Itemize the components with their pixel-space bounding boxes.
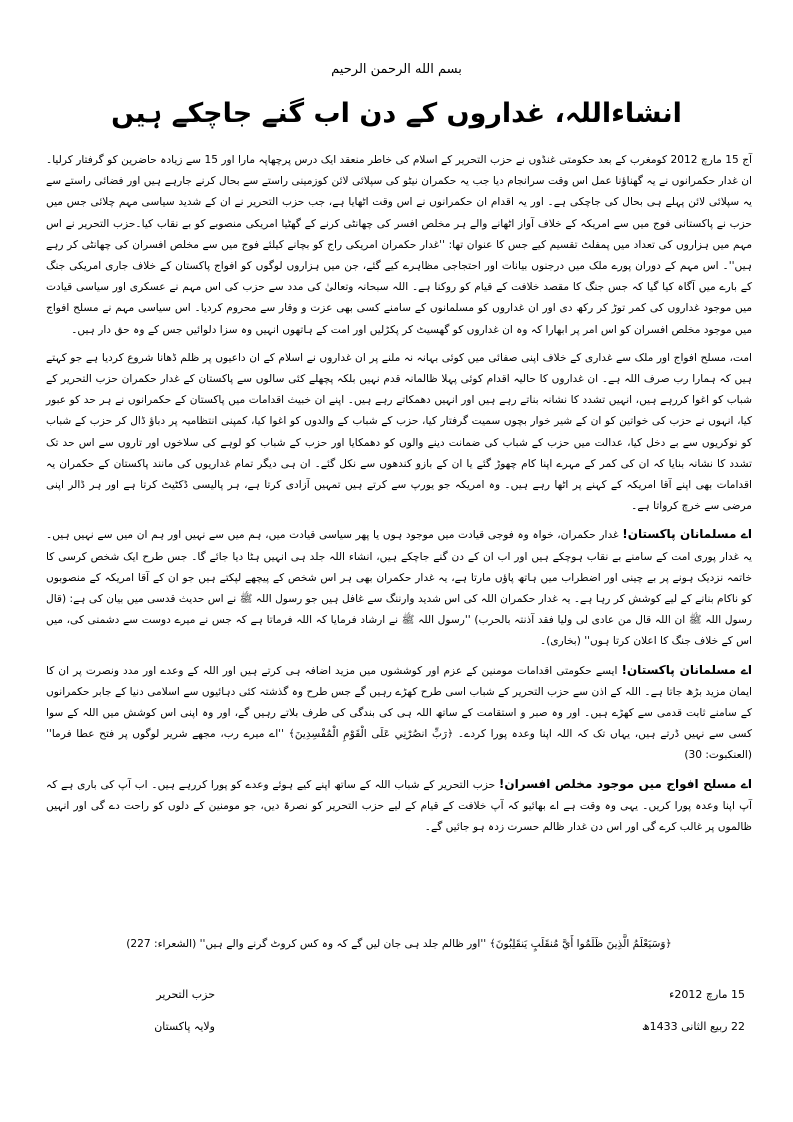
paragraph-1 xyxy=(46,150,752,341)
paragraph-2 xyxy=(46,348,752,518)
paragraph-text: امت، مسلح افواج اور ملک سے غداری کے خلاف اپنی صفائی میں کوئی بہانہ نہ ملنے پر ان غداروں نے اسلام کے ان داعیوں پر ظلم ڈھانا شروع کردیا ہے جو کہتے ہیں کہ ہمارا رب صرف اللہ ہے۔ ان غداروں کا حالیہ اقدام کوئی پہلا ظالمانہ قدم نہیں بلکہ پچھلے کئی سالوں سے پاکستان کے غدار حکمران حزب التحریر کے شباب کو اغوا کررہے ہیں، انہیں تشدد کا نشانہ بناتے رہے ہیں اور انہیں دھمکاتے رہے ہیں۔ اپنے ان خبیث اقدامات میں پاکستان کے حکمرانوں نے ہر حد کو عبور کیا، انہوں نے حزب کی خواتین کو ان کے شیر خوار بچوں سمیت گرفتار کیا، حزب کے شباب کے والدوں کو اغوا کیا، کمپنی انتظامیہ پر دباؤ ڈال کر حزب کے شباب کو نوکریوں سے بے دخل کیا، عدالت میں حزب کے شباب کی ضمانت دینے والوں کو دھمکایا اور حزب کے شباب کو لوہے کی سلاخوں اور تاروں سے اس حد تک تشدد کا نشانہ بنایا کہ ان کی کمر کے مہرے اپنا کام چھوڑ گئے یا ان کے بازو کندھوں سے نکل گئے۔ ان ہی دیگر تمام غداریوں کی مانند پاکستان کے حکمران یہ اقدامات بھی اپنے آقا امریکہ کے کہنے پر اٹھا رہے ہیں۔ وہ امریکہ جو یورپ سے کرتے ہیں تمہیں آزادی کرتا ہے، ہر پالیسی ڈکٹیٹ کرتا ہے اور ہر ڈالر اپنی مرضی سے خرچ کرواتا ہے۔ xyxy=(46,351,752,513)
paragraph-lead: اے مسلح افواج میں موجود مخلص افسران! xyxy=(498,776,752,791)
paragraph-5 xyxy=(46,774,752,839)
date-hijri: 22 ربیع الثانی 1433ھ xyxy=(641,1020,745,1033)
page-title: انشاءاللہ، غداروں کے دن اب گنے جاچکے ہیں xyxy=(111,98,682,129)
signature-region: ولایہ پاکستان xyxy=(154,1020,215,1033)
paragraph-lead: اے مسلمانان پاکستان! xyxy=(622,527,752,542)
paragraph-text: غدار حکمران، خواہ وہ فوجی قیادت میں موجود ہوں یا پھر سیاسی قیادت میں، ہم میں سے نہیں اور ہم ان میں سے نہیں ہیں۔ یہ غدار پوری امت کے سامنے بے نقاب ہوچکے ہیں اور اب ان کے دن گنے جاچکے ہیں، انشاء اللہ جلد ہی انہیں ہٹا دیا جائے گا۔ جس طرح ایک شخص کرسی کا خاتمہ نزدیک ہونے پر بے چینی اور اضطراب میں ہاتھ پاؤں مارتا ہے، یہ غدار حکمران بھی ہر اس شخص کے پیچھے لپکتے ہیں جو ان کے آقا امریکہ کے منصوبوں کو ناکام بنانے کے لیے کوشش کر رہا ہے۔ یہ غدار حکمران اللہ کی اس شدید وارننگ سے غافل ہیں جو رسول اللہ ﷺ نے اس حدیث قدسی میں بیان کی ہے: (قال رسول اللہ ﷺ ان اللہ قال من عادی لی ولیا فقد آذنتہ بالحرب) ''رسول اللہ ﷺ نے ارشاد فرمایا کہ اللہ فرماتا ہے کہ جس نے میرے دوست سے دشمنی کی، میں اس کے خلاف جنگ کا اعلان کرتا ہوں'' (بخاری)۔ xyxy=(46,529,752,648)
paragraph-3 xyxy=(46,524,752,652)
date-gregorian: 15 مارچ 2012ء xyxy=(669,988,745,1001)
paragraph-text: حزب التحریر کے شباب اللہ کے ساتھ اپنے کیے ہوئے وعدے کو پورا کررہے ہیں۔ اب آپ کی باری ہے کہ آپ اپنا وعدہ پورا کریں۔ یہی وہ وقت ہے اے بھائیو کہ آپ خلافت کے قیام کے لیے حزب التحریر کو نصرۃ دیں، جو مومنین کے دلوں کو راحت دے گی اور انہیں ظالموں پر غالب کرے گی اور اس دن غدار ظالم حسرت زدہ ہو جائیں گے۔ xyxy=(46,778,752,834)
closing-verse: ﴿وَسَيَعْلَمُ الَّذِينَ ظَلَمُوا أَيَّ مُنقَلَبٍ يَنقَلِبُونَ﴾ ''اور ظالم جلد ہی جان لیں گے کہ وہ کس کروٹ گرنے والے ہیں'' (الشعراء: 227) xyxy=(126,938,672,950)
paragraph-text: ایسے حکومتی اقدامات مومنین کے عزم اور کوششوں میں مزید اضافہ ہی کرتے ہیں اور اللہ کے وعدے اور مدد ونصرت پر ان کا ایمان مزید بڑھ جاتا ہے۔ اللہ کے اذن سے حزب التحریر کے شباب اسی طرح کھڑے رہیں گے جس طرح وہ گذشتہ کئی دہائیوں سے اسلامی دنیا کے جابر حکمرانوں کے سامنے ثابت قدمی سے کھڑے ہیں۔ اور وہ صبر و استقامت کے ساتھ اللہ ہی کی بندگی کی طرف بلاتے رہیں گے، اور وہ اپنی اس کوشش میں اللہ کے سوا کسی سے نہیں ڈرتے ہیں، یہاں تک کہ اللہ اپنا وعدہ پورا کردے۔ ﴿رَبِّ انصُرْنِي عَلَى الْقَوْمِ الْمُفْسِدِينَ﴾ ''اے میرے رب، مجھے شریر لوگوں پر فتح عطا فرما'' (العنکبوت: 30) xyxy=(46,664,752,762)
signature-party: حزب التحریر xyxy=(156,988,215,1001)
basmala: بسم الله الرحمن الرحیم xyxy=(331,62,462,77)
paragraph-4 xyxy=(46,660,752,767)
document-body xyxy=(46,150,752,845)
paragraph-text: آج 15 مارچ 2012 کومغرب کے بعد حکومتی غنڈوں نے حزب التحریر کے اسلام کی خاطر منعقد ایک درس پرچھاپہ مارا اور 15 سے زیادہ حاضرین کو گرفتار کرلیا۔ ان غدار حکمرانوں نے یہ گھناؤنا عمل اس وقت سرانجام دیا جب یہ حکمران نیٹو کی سپلائی لائن کوزمینی راستے سے بحال کرنے جارہے ہیں اور فضائی راستے سے یہ سپلائی لائن پہلے ہی بحال کی جاچکی ہے۔ اور یہ اقدام ان حکمرانوں نے اس وقت اٹھایا ہے، جب حزب التحریر نے ان کے شدید سیاسی مہم چلائی جس میں حزب نے پاکستانی فوج میں سے امریکہ کے خلاف آواز اٹھانے والے ہر مخلص افسر کی چھانٹی کرنے کے گھٹیا امریکی منصوبے کو بے نقاب کیا۔حزب التحریر نے اس مہم میں ہزاروں کی تعداد میں پمفلٹ تقسیم کیے جس کا عنوان تھا: ''غدار حکمران امریکی راج کو بچانے کیلئے فوج میں سے مخلص افسران کی چھانٹی کر رہے ہیں''۔ اس مہم کے دوران پورے ملک میں درجنوں بیانات اور احتجاجی مظاہرے کیے گئے، جن میں ہزاروں لوگوں کو افواج پاکستان کے خلاف جاری امریکی جنگ کے بارے میں آگاہ کیا گیا کہ جس جنگ کا مقصد خلافت کے قیام کو روکنا ہے۔ اللہ سبحانہ وتعالیٰ کی مدد سے حزب کی اس مہم نے عسکری اور سیاسی قیادت میں موجود غداروں کی کمر توڑ کر رکھ دی اور ان غداروں کو مسلمانوں کے سامنے کسی بھی عزت و وقار سے محروم کردیا۔ اس سیاسی مہم نے مسلح افواج میں موجود مخلص افسران کو اس امر پر ابھارا کہ وہ ان غداروں کو گھسیٹ کر پکڑلیں اور امت کے ہاتھوں انہیں وہ سزا دلوائیں جس کے وہ حق دار ہیں۔ xyxy=(46,154,752,336)
paragraph-lead: اے مسلمانان پاکستان! xyxy=(621,662,752,677)
